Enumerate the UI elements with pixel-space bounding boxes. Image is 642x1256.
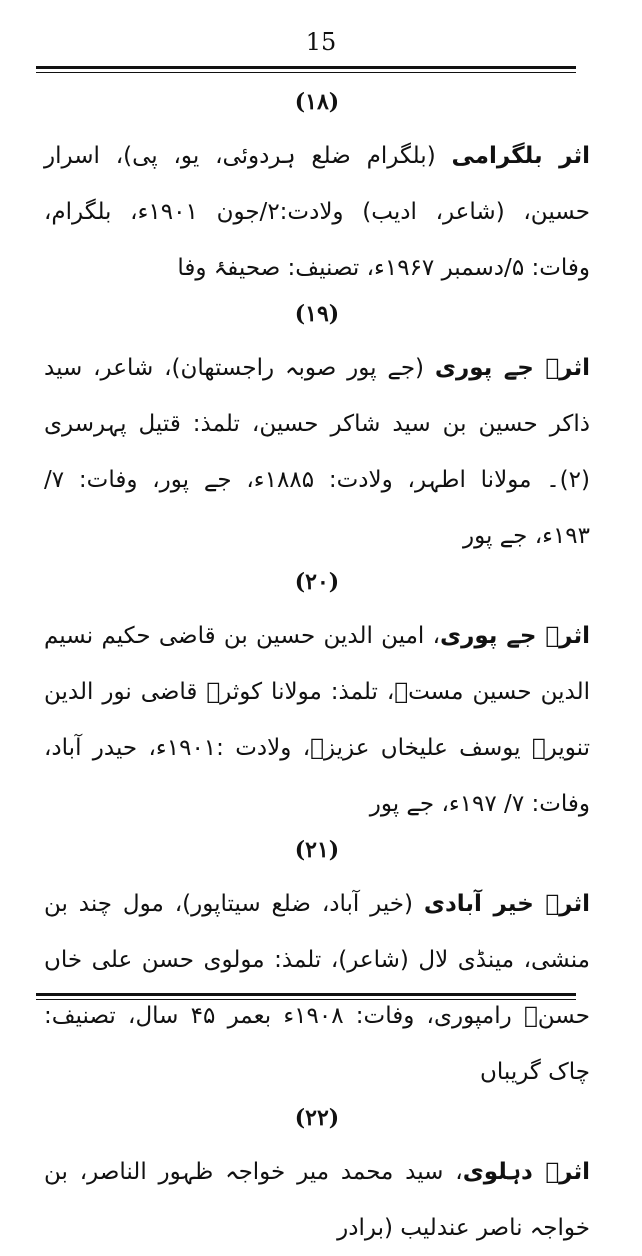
entry-number: (۲۲) <box>294 1105 340 1131</box>
entry-number: (۲۰) <box>294 569 340 595</box>
entry-body: (خیر آباد، ضلع سیتاپور)، مول چند بن منشی، مینڈی لال (شاعر)، تلمذ: مولوی حسن علی خاں حسنؔ رامپوری، وفات: ۱۹۰۸ء بعمر ۴۵ سال، تصنیف: چاک گریباں <box>44 891 590 1085</box>
entry-text <box>40 876 594 1100</box>
entry-text <box>40 1144 594 1256</box>
entry-body: (جے پور صوبہ راجستھان)، شاعر، سید ذاکر حسین بن سید شاکر حسین، تلمذ: قتیل پہرسری (۲)۔ مولانا اطہر، ولادت: ۱۸۸۵ء، جے پور، وفات: ۷/ ۱۹۳ء، جے پور <box>44 355 590 549</box>
entry <box>40 564 594 832</box>
entry <box>40 832 594 1100</box>
entry-name: اثرؔ دہلوی <box>462 1159 590 1185</box>
entry-text <box>40 128 594 296</box>
entry <box>40 1100 594 1256</box>
entry-text <box>40 340 594 564</box>
entries <box>40 84 594 1256</box>
entry-text <box>40 608 594 832</box>
top-rule <box>36 66 576 73</box>
bottom-rule <box>36 993 576 1000</box>
entry-number: (۱۹) <box>294 301 340 327</box>
entry-name: اثرؔ خیر آبادی <box>423 891 590 917</box>
entry <box>40 296 594 564</box>
entry-body: (بلگرام ضلع ہردوئی، یو، پی)، اسرار حسین، (شاعر، ادیب) ولادت:۲/جون ۱۹۰۱ء، بلگرام، وفات: ۵/دسمبر ۱۹۶۷ء، تصنیف: صحیفۂ وفا <box>44 143 590 281</box>
entry-number: (۱۸) <box>294 89 340 115</box>
entry-body: ، امین الدین حسین بن قاضی حکیم نسیم الدین حسین مستؔ، تلمذ: مولانا کوثر۔ قاضی نور الدین تنویر۔ یوسف علیخاں عزیزؔ، ولادت :۱۹۰۱ء، حیدر آباد، وفات: ۷/ ۱۹۷ء، جے پور <box>44 623 590 817</box>
entry <box>40 84 594 296</box>
entry-name: اثرؔ جے پوری <box>434 355 591 381</box>
entry-name: اثرؔ جے پوری <box>440 623 590 649</box>
entry-name: اثر بلگرامی <box>451 143 590 169</box>
page-number: 15 <box>305 28 337 56</box>
entry-body: ، سید محمد میر خواجہ ظہور الناصر، بن خواجہ ناصر عندلیب (برادر <box>44 1159 590 1241</box>
entry-number: (۲۱) <box>294 837 340 863</box>
